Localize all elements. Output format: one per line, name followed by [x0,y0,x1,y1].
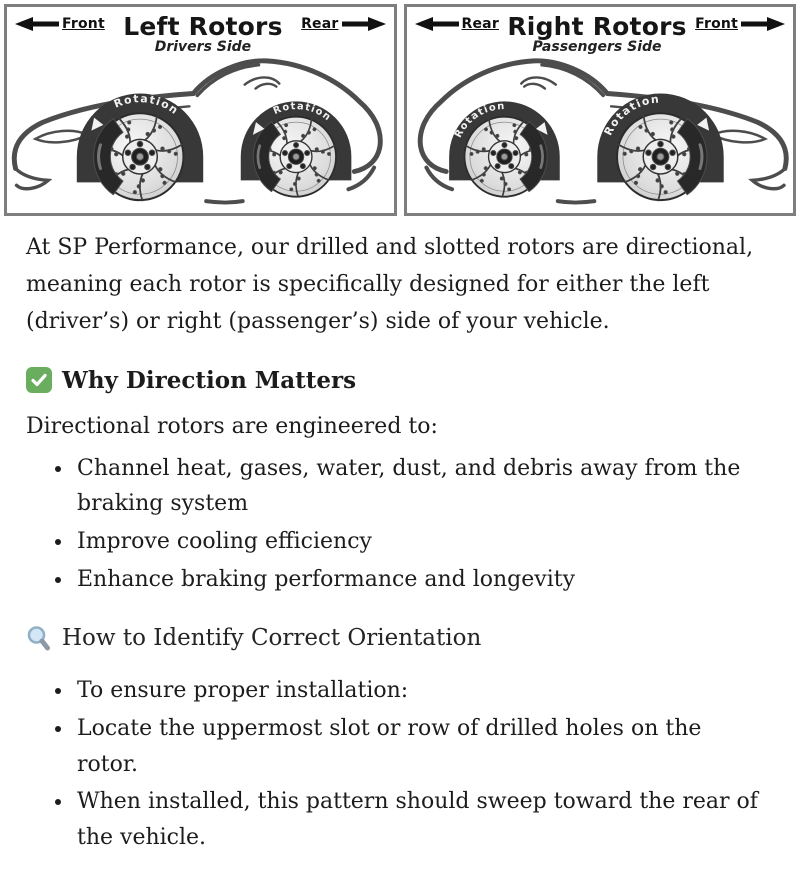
article-body [0,216,800,855]
list-item: • When installed, this pattern should sweep toward the rear of the vehicle. [74,784,764,855]
intro-paragraph: At SP Performance, our drilled and slotted rotors are directional, meaning each rotor is specifically designed for either the left (driver’s) or right (passenger’s) side of your vehicle. [26,235,754,334]
rotation-label: Rotation [271,101,334,124]
panel-title: Left Rotors [123,12,283,41]
car-illustration-left [7,52,394,212]
rear-direction-indicator [301,16,385,32]
section-title: How to Identify Correct Orientation [62,625,482,652]
left-panel-titles [123,13,282,55]
section-title: Why Direction Matters [62,366,357,394]
list-item: • Improve cooling efficiency [74,524,764,560]
section-heading-why-direction-matters [26,367,764,394]
rotation-label: Rotation [452,101,506,140]
rotation-label: Rotation [111,92,182,118]
section-heading-identify-orientation [26,623,764,653]
front-direction-indicator [695,16,785,32]
rotor-direction-diagram [0,0,800,216]
list-item: • To ensure proper installation: [74,673,764,709]
arrow-left-icon [15,16,59,32]
panel-subtitle: Drivers Side [154,39,252,55]
right-rotors-panel [404,4,797,216]
rear-label: Rear [461,16,499,32]
section-lead: Directional rotors are engineered to: [26,413,438,439]
orientation-steps-list [26,673,764,855]
front-label: Front [62,16,105,32]
rear-direction-indicator [415,16,499,32]
front-direction-indicator [15,16,105,32]
magnifier-icon [26,625,52,653]
right-panel-titles [507,13,686,55]
list-item: • Enhance braking performance and longevity [74,562,764,598]
car-illustration-right [407,52,794,212]
left-panel-header [7,7,394,55]
panel-subtitle: Passengers Side [532,39,662,55]
green-check-icon [26,367,52,393]
arrow-left-icon [415,16,459,32]
front-label: Front [695,16,738,32]
left-rotors-panel [4,4,397,216]
rear-label: Rear [301,16,339,32]
arrow-right-icon [741,16,785,32]
panel-title: Right Rotors [507,12,687,41]
rotation-label: Rotation [601,92,661,138]
right-panel-header [407,7,794,55]
list-item: • Locate the uppermost slot or row of drilled holes on the rotor. [74,711,764,782]
benefits-list [26,451,764,598]
arrow-right-icon [342,16,386,32]
list-item: • Channel heat, gases, water, dust, and debris away from the braking system [74,451,764,522]
